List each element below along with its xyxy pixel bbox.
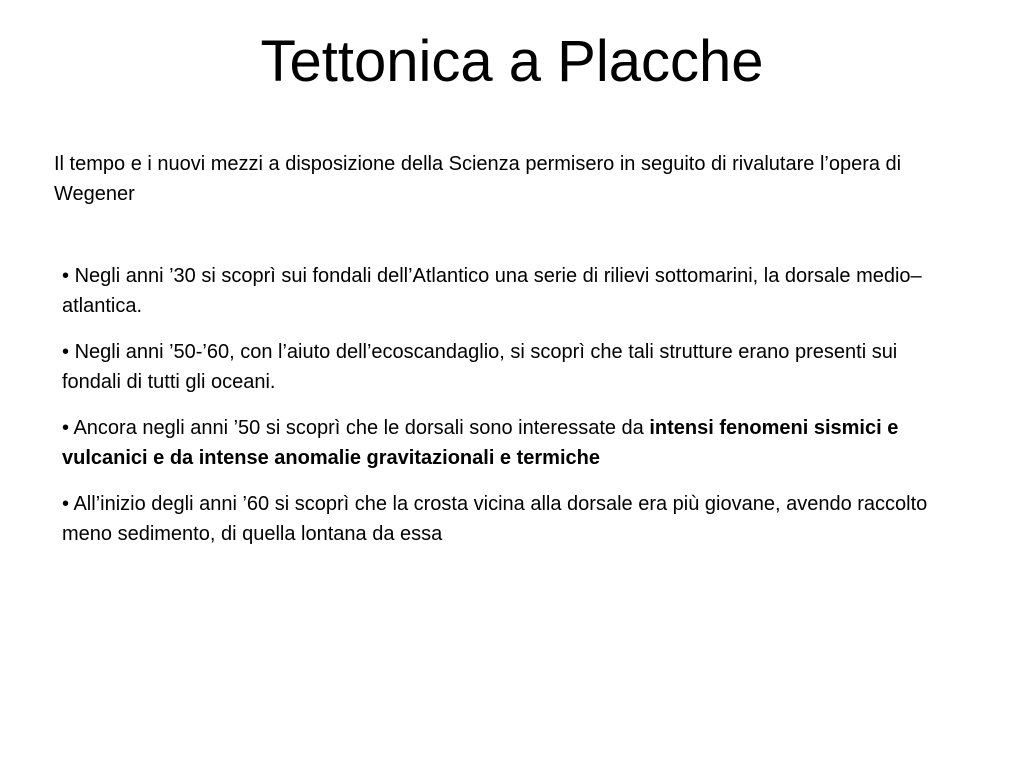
bullet-list <box>62 261 942 565</box>
bullet-marker: • <box>62 493 70 515</box>
bullet-text: Negli anni ’30 si scoprì sui fondali dell’Atlantico una serie di rilievi sottomarini, la dorsale medio–atlantica. <box>62 265 922 317</box>
bullet-marker: • <box>62 417 70 439</box>
bullet-item <box>62 489 942 549</box>
bullet-item <box>62 261 942 321</box>
bullet-item <box>62 337 942 397</box>
bullet-marker: • <box>62 341 70 363</box>
bullet-item <box>62 413 942 473</box>
intro-paragraph: Il tempo e i nuovi mezzi a disposizione della Scienza permisero in seguito di rivalutare l’opera di Wegener <box>54 153 902 205</box>
bullet-text: Ancora negli anni ’50 si scoprì che le dorsali sono interessate da <box>73 417 644 439</box>
bullet-text: All’inizio degli anni ’60 si scoprì che la crosta vicina alla dorsale era più giovane, avendo raccolto meno sedimento, di quella lontana da essa <box>62 493 928 545</box>
slide-title: Tettonica a Placche <box>260 29 764 94</box>
bullet-bold-text: intensi fenomeni sismici e vulcanici e da intense anomalie gravitazionali e termiche <box>62 417 899 469</box>
bullet-marker: • <box>62 265 70 287</box>
bullet-text: Negli anni ’50-’60, con l’aiuto dell’ecoscandaglio, si scoprì che tali strutture erano presenti sui fondali di tutti gli oceani. <box>62 341 898 393</box>
